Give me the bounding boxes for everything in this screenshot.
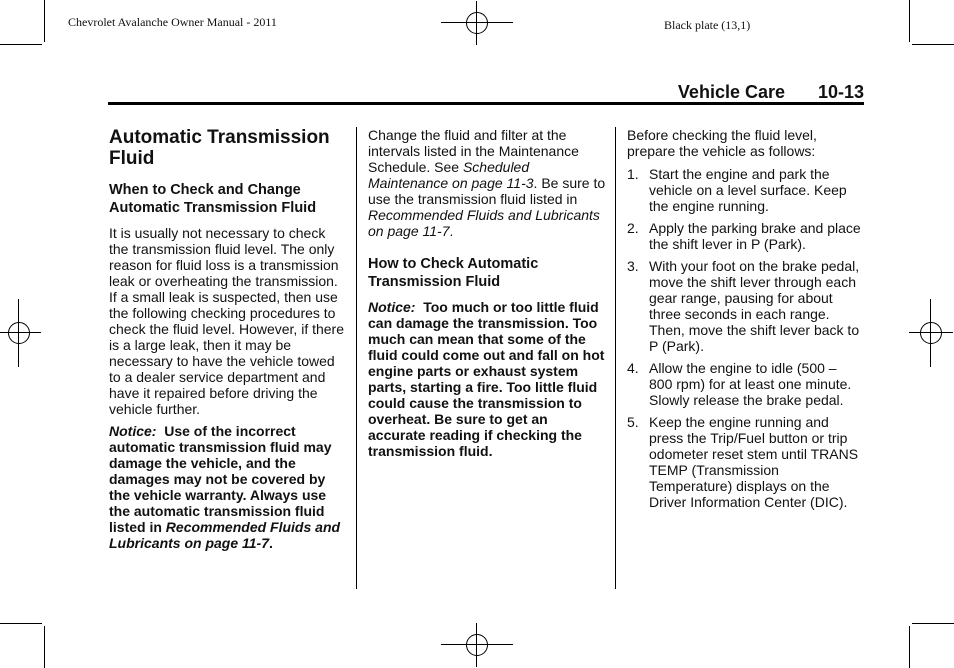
page-number: 10-13 xyxy=(817,82,864,102)
registration-mark-right-icon xyxy=(917,319,945,347)
section-heading-when-to-check: When to Check and Change Automatic Transmission Fluid xyxy=(109,182,317,216)
column-3 xyxy=(627,127,863,516)
notice-text: Use of the incorrect automatic transmission fluid may damage the vehicle, and the damages may not be covered by the vehicle warranty. Always use the automatic transmission fluid listed in xyxy=(109,423,332,535)
notice-paragraph xyxy=(368,299,606,459)
column-2 xyxy=(368,127,606,465)
section-heading-how-to-check: How to Check Automatic Transmission Fluid xyxy=(368,256,539,290)
plate-label: Black plate (13,1) xyxy=(664,18,751,32)
cross-reference-link[interactable]: Recommended Fluids and Lubricants on page 11-7 xyxy=(368,207,600,239)
steps-list xyxy=(627,166,863,510)
crop-mark xyxy=(909,626,910,668)
notice-text: Too much or too little fluid can damage the transmission. Too much can mean that some of the fluid could come out and fall on hot engine parts or exhaust system parts, starting a fire. Too little fluid could cause the transmission to overheat. Be sure to get an accurate reading if checking the transmission fluid. xyxy=(368,299,605,459)
paragraph: It is usually not necessary to check the transmission fluid level. The only reason for fluid loss is a transmission leak or overheating the transmission. If a small leak is suspected, then use the following checking procedures to check the fluid level. However, if there is a large leak, then it may be necessary to have the vehicle towed to a dealer service department and have it repaired before driving the vehicle further. xyxy=(109,225,345,417)
crop-mark xyxy=(912,44,954,45)
crop-mark xyxy=(0,623,42,624)
crop-mark xyxy=(0,44,42,45)
manual-title: Chevrolet Avalanche Owner Manual - 2011 xyxy=(68,15,277,29)
column-divider xyxy=(356,127,357,589)
crop-mark xyxy=(44,626,45,668)
list-item: 4. Allow the engine to idle (500 – 800 rpm) for at least one minute. Slowly release the brake pedal. xyxy=(627,360,852,408)
crop-mark xyxy=(909,0,910,42)
column-1 xyxy=(109,127,347,557)
running-head xyxy=(108,80,864,105)
notice-label: Notice: xyxy=(368,299,416,315)
paragraph: Before checking the fluid level, prepare the vehicle as follows: xyxy=(627,127,817,159)
list-item: 5. Keep the engine running and press the Trip/Fuel button or trip odometer reset stem until TRANS TEMP (Transmission Temperature) displays on the Driver Information Center (DIC). xyxy=(627,414,859,510)
page-title: Automatic Transmission Fluid xyxy=(109,127,330,169)
crop-mark xyxy=(912,623,954,624)
list-item: 3. With your foot on the brake pedal, move the shift lever through each gear range, pausing for about three seconds in each range. Then, move the shift lever back to P (Park). xyxy=(627,258,860,354)
registration-mark-bottom-icon xyxy=(463,631,491,659)
cross-reference-link[interactable]: Recommended Fluids and Lubricants on page 11-7 xyxy=(109,519,341,551)
notice-label: Notice: xyxy=(109,423,157,439)
paragraph: Change the fluid and filter at the intervals listed in the Maintenance Schedule. See Scheduled Maintenance on page 11-3. Be sure to use the transmission fluid listed in Recommended Fluids and Lubricants on page 11-7. xyxy=(368,127,606,239)
list-item: 1. Start the engine and park the vehicle on a level surface. Keep the engine running. xyxy=(627,166,847,214)
notice-paragraph: Notice: Use of the incorrect automatic transmission fluid may damage the vehicle, and the damages may not be covered by the vehicle warranty. Always use the automatic transmission fluid listed in Recommended Fluids and Lubricants on page 11-7. xyxy=(109,423,341,551)
section-title: Vehicle Care xyxy=(677,82,785,102)
cross-reference-link[interactable]: Scheduled Maintenance on page 11-3 xyxy=(368,159,534,191)
column-divider xyxy=(615,127,616,589)
registration-mark-left-icon xyxy=(5,319,33,347)
registration-mark-top-icon xyxy=(463,9,491,37)
list-item: 2. Apply the parking brake and place the shift lever in P (Park). xyxy=(627,220,861,252)
crop-mark xyxy=(44,0,45,42)
